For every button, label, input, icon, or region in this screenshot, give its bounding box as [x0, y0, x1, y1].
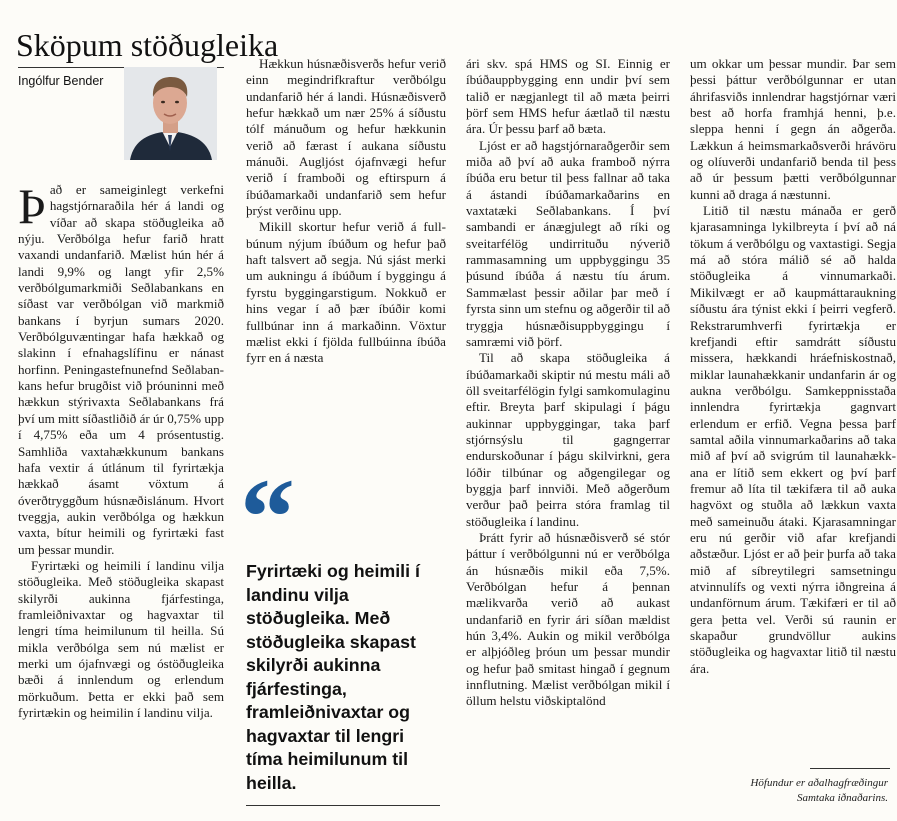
author-name: Ingólfur Bender: [18, 74, 104, 88]
column-2: [246, 56, 446, 367]
column-4: [690, 56, 896, 677]
paragraph: Þrátt fyrir að húsnæðisverð sé stór þáttur í verðbólgunni nú er verðbólga án húsnæðis mikil eða 7,5%. Verðbólgan hefur á þennan mælikvarða verið að aukast undanfarið en fyrir ári síðan mældist hún 3,4%. Aukin og mikil verðbólga er alþjóðleg þróun um þessar mundir og hefur það smitast hingað í gegnum innflutning. Mælist verðbólgan mikil í öllum helstu viðskiptalönd: [466, 529, 670, 709]
paragraph: um okkar um þessar mundir. Þar sem þessi þáttur verðbólgunnar er utan áhrifasviðs innlendrar hagstjórnar væri best að horfa framhjá henni, þ.e. sleppa henni í gegn án aðgerða. Lækkun á heimsmarkaðsverði hrávöru og olíuverði undanfarið benda til þess að úr þessum þætti verðbólgunnar kunni að draga á næstunni.: [690, 56, 896, 202]
footnote-divider: [810, 768, 890, 769]
paragraph: Fyrirtæki og heimili í landinu vilja stöðugleika. Með stöðugleika skapast skilyrði aukinna fjárfestinga, framleiðnivaxtar og hagvaxtar til lengri tíma heimilunum til heilla. Sú mikla verðbólga sem nú mælist er merki um ójafnvægi og óstöðugleika bæði á innlendum og erlendum mörkuðum. Þetta er ekki það sem fyrirtækin og heimilin í landinu vilja.: [18, 557, 224, 720]
portrait-image: [124, 67, 217, 160]
paragraph: [18, 178, 224, 558]
paragraph: Til að skapa stöðugleika á íbúðamarkaði skiptir nú mestu máli að öll sveitarfélögin fylgi samkomulaginu eftir. Breyta þarf skipulagi í þágu aukinnar uppbyggingar, taka þarf stjórnsýslu til gagngerrar endurskoðunar í þágu skilvirkni, gera lóðir tilbúnar og aðgengilegar og byggja þarf innviði. Með aðgerðum verður það þeirra stóra framlag til stöðugleika í landinu.: [466, 350, 671, 529]
pull-quote-divider: [246, 805, 440, 806]
column-1: [18, 178, 224, 721]
drop-cap: Þ: [18, 178, 46, 234]
paragraph: Ljóst er að hagstjórnaraðgerðir sem miða að því að auka framboð nýrra íbúða eru betur til þess fallnar að taka á ástandi íbúðamarkaðarins en vaxtatæki Seðlabankans. Í því sambandi er ánægjulegt að ríki og sveitarfélög undirrituðu nýverið rammasamning um uppbyggingu 35 þúsund íbúða á næstu tíu árum. Sammælast þessir aðilar þar með í fyrsta sinn um stefnu og aðgerðir til að tryggja húsnæðisuppbyggingu í samræmi við þörf.: [466, 137, 670, 349]
paragraph: Litið til næstu mánaða er gerð kjarasamninga lykilbreyta í því að ná tökum á verðbólgu og vaxtastigi. Segja má að stóra málið sé að halda stöðugleika á vinnumarkaði. Mikilvægt er að kaupmáttaraukning síðustu ára týnist ekki í þeirri vegferð. Rekstrarumhverfi fyrirtækja er krefjandi eftir samdrátt síðustu missera, hækkandi hráefniskostnað, miklar launahækkanir undanfarin ár og aukna verðbólgu. Samkeppnisstaða innlendra fyrirtækja gagnvart erlendum er erfið. Vegna þessa þarf samtal aðila vinnumarkaðarins að taka mið af því að svigrúm til launahækkana er lítið sem ekkert og því þarf fremur að líta til tækifæra til að auka hagvöxt og stuðla að lækkun vaxta með sameinuðu átaki. Kjarasamningar eru nú gerðir við afar krefjandi aðstæður. Ljóst er að þeir þurfa að taka mið af síbreytilegri samsetningu atvinnulífs og vexti nýrra iðngreina á undanförnum árum. Tækifæri er til að gera þetta vel. Verði sú raunin er skapaður grundvöllur aukins stöðugleika og hagvaxtar litið til næstu ára.: [690, 203, 896, 676]
author-portrait: [124, 67, 217, 160]
paragraph: Mikill skortur hefur verið á fullbúnum nýjum íbúðum og hefur það haft talsvert að segja. Nú sjást merki um aukningu á íbúðum í byggingu á fyrstu byggingarstigum. Nokkuð er hins vegar í að þær íbúðir komi fullbúnar inn á markaðinn. Vöxtur mælist ekki í fjölda fullbúinna íbúða fyrr en á næsta: [246, 219, 446, 366]
column-3: [466, 56, 670, 710]
pull-quote: Fyrirtæki og heimili í landinu vilja stöðugleika. Með stöðugleika skapast skilyrði aukinna fjárfestinga, framleiðnivaxtar og hagvaxtar til lengri tíma heimilunum til heilla.: [246, 561, 420, 793]
paragraph-text: að er sameiginlegt verkefni hagstjórnaraðila hér á landi og víðar að skapa stöðugleika að nýju. Verðbólga hefur farið hratt vaxandi undanfarið. Mælist hún hér á landi 9,9% og langt yfir 2,5% verðbólgumarkmiði Seðlabankans en síðast var verðbólgan við markmið bankans í byrjun sumars 2020. Verðbólguvæntingar hafa hækkað og slakinn í efnahagslífinu er nánast horfinn. Peningastefnunefnd Seðlabankans hefur brugðist við þróuninni með hækkun stýrivaxta Seðlabankans frá því um mitt síðastliðið ár úr 0,75% upp í 4,75% eða um 4 prósentustig. Samhliða vaxtahækkunum bankans hafa vextir á útlánum til fyrirtækja hækkað ásamt vöxtum á óverðtryggðum húsnæðislánum. Hvort tveggja, aukin verðbólga og hækkun vaxta, bítur heimili og fyrirtæki fast um þessar mundir.: [18, 182, 224, 557]
paragraph: Hækkun húsnæðisverðs hefur verið einn megindrifkraftur verðbólgu undanfarið hér á landi. Húsnæðisverð hefur hækkað um nær 25% á síðustu tólf mánuðum og hefur hækkunin verið að færast í aukana síðustu mánuði. Augljóst ójafnvægi hefur verið í framboði og eftirspurn á íbúðamarkaði undanfarið sem hefur þrýst verðinu upp.: [246, 56, 446, 219]
page-title: Sköpum stöðugleika: [16, 27, 279, 64]
paragraph: ári skv. spá HMS og SI. Einnig er íbúðauppbygging enn undir því sem talið er nægjanlegt til að mæta þeirri þörf sem HMS hefur áætlað til næstu ára. Úr þessu þarf að bæta.: [466, 56, 670, 137]
author-footnote: Höfundur er aðalhagfræðingur Samtaka iðnaðarins.: [750, 777, 888, 804]
quote-mark-icon: “: [240, 456, 295, 578]
